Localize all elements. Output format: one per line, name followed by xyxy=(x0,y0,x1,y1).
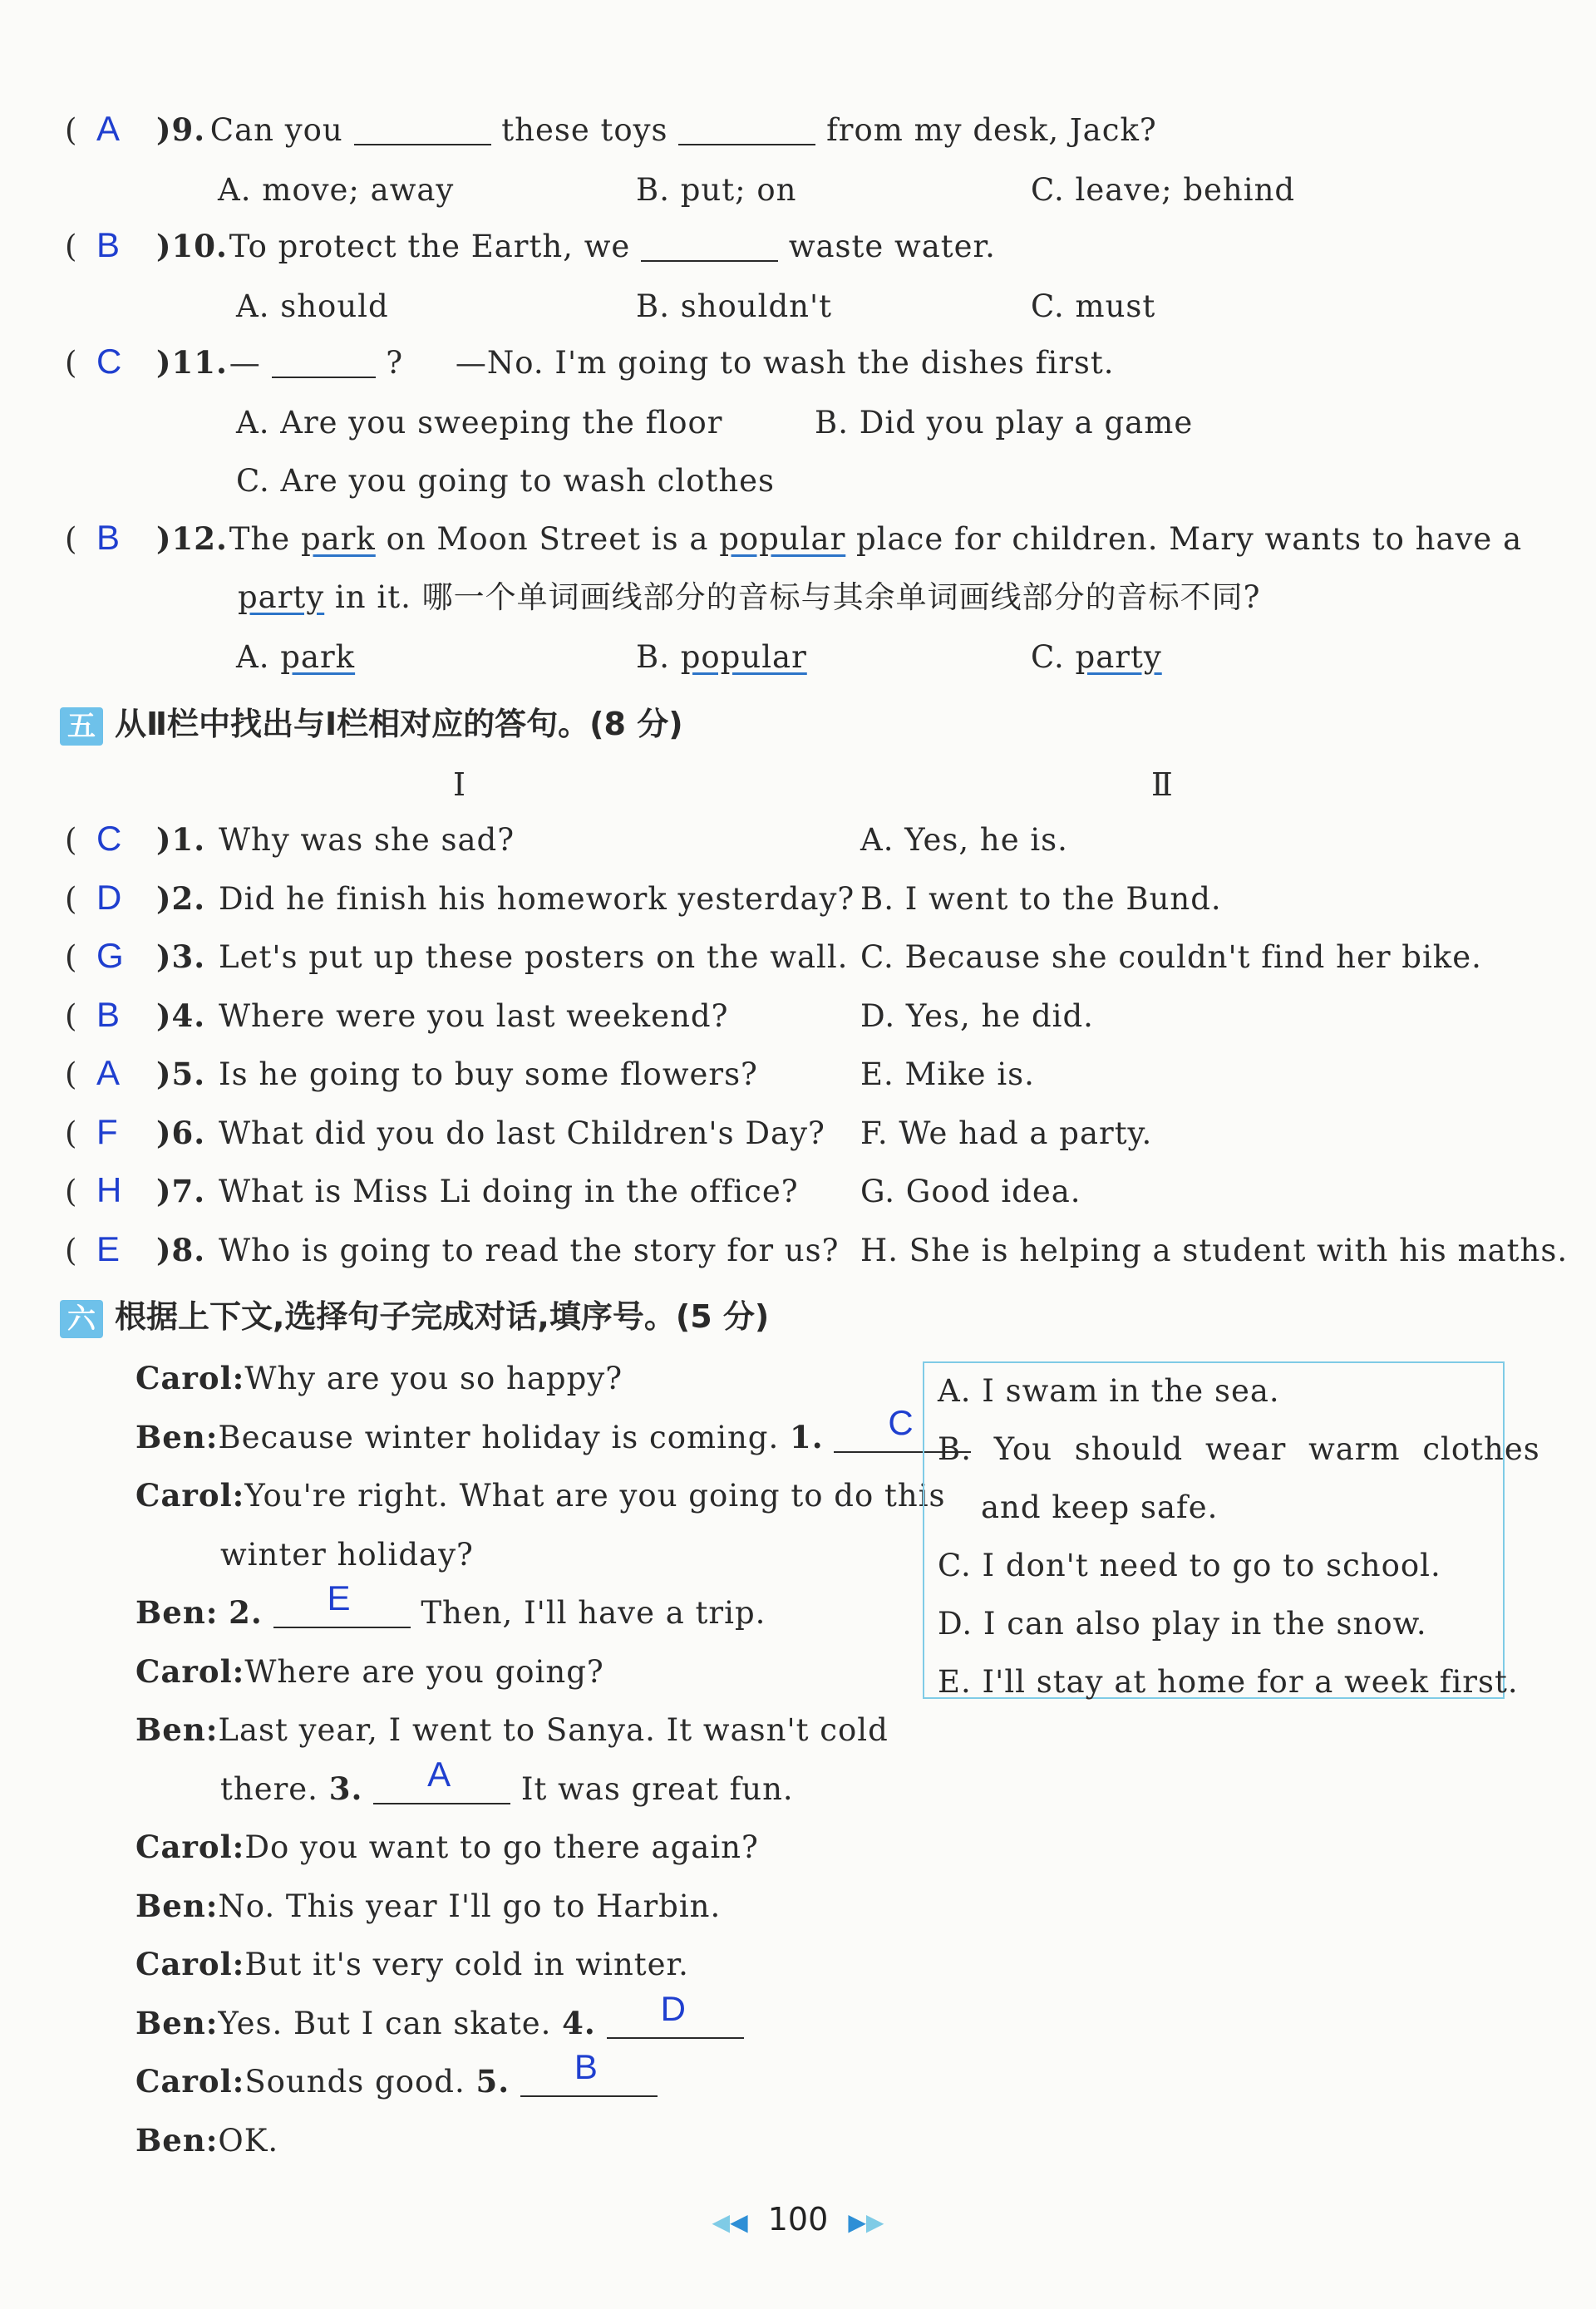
dialog-text: Where are you going? xyxy=(244,1653,604,1690)
answer-paren: ( C )11. xyxy=(65,342,228,381)
section-badge: 六 xyxy=(60,1300,103,1338)
response-option: D. Yes, he did. xyxy=(860,997,1094,1034)
underlined-word: park xyxy=(300,521,376,557)
section-title: 根据上下文,选择句子完成对话,填序号。(5 分) xyxy=(115,1298,770,1335)
question-number: )6. xyxy=(156,1114,206,1151)
question-text: To protect the Earth, we xyxy=(229,229,631,264)
answer-paren: ( D )2. xyxy=(65,877,206,917)
response-option: G. Good idea. xyxy=(860,1174,1081,1209)
question-number: )3. xyxy=(156,938,206,975)
question-text: these toys xyxy=(501,112,668,148)
question-text: What is Miss Li doing in the office? xyxy=(219,1174,799,1209)
matching-row xyxy=(65,1170,799,1209)
answer-letter: B xyxy=(96,994,121,1034)
answer-letter: B xyxy=(574,2047,598,2086)
underlined-word: popular xyxy=(719,521,846,557)
answer-paren: ( B )12. xyxy=(65,518,228,557)
answer-blank[interactable] xyxy=(641,237,778,262)
dialog-line xyxy=(135,1946,689,1982)
dialog-line xyxy=(135,1477,946,1514)
matching-row xyxy=(65,994,729,1034)
answer-letter: A xyxy=(96,1053,121,1092)
page-number: 100 xyxy=(767,2201,829,2238)
answer-letter: F xyxy=(96,1111,119,1151)
matching-row xyxy=(65,1053,758,1092)
answer-paren: ( F )6. xyxy=(65,1111,206,1151)
section-6-header xyxy=(60,1291,769,1338)
answer-paren: ( G )3. xyxy=(65,936,206,975)
options-box xyxy=(923,1361,1540,1700)
response-option: C. Because she couldn't find her bike. xyxy=(860,939,1482,975)
speaker-name: Carol: xyxy=(135,1477,245,1514)
answer-letter: D xyxy=(660,1988,687,2028)
option-item: B. You should wear warm clothes xyxy=(938,1431,1540,1467)
speaker-name: Carol: xyxy=(135,1360,245,1396)
question-10 xyxy=(65,225,996,264)
question-number: )7. xyxy=(156,1173,206,1209)
dialog-text: But it's very cold in winter. xyxy=(244,1947,689,1982)
dialog-text: Yes. But I can skate. xyxy=(218,2005,552,2041)
question-number: )9. xyxy=(156,111,206,148)
option-c: C. must xyxy=(1031,288,1156,324)
speaker-name: Ben: xyxy=(135,2121,219,2159)
dialog-line xyxy=(135,1578,766,1631)
answer-letter: A xyxy=(427,1754,452,1794)
option-item: A. I swam in the sea. xyxy=(938,1373,1280,1409)
answer-letter: A xyxy=(96,109,121,148)
dialog-text: It was great fun. xyxy=(520,1770,794,1807)
column-1-header: Ⅰ xyxy=(453,766,466,803)
answer-blank[interactable] xyxy=(354,121,491,145)
answer-paren: ( E )8. xyxy=(65,1228,206,1268)
option-item: and keep safe. xyxy=(981,1489,1219,1525)
underlined-word: party xyxy=(238,579,325,615)
option-b: B. Did you play a game xyxy=(815,405,1194,441)
question-text: Who is going to read the story for us? xyxy=(219,1232,840,1268)
next-arrow-icon[interactable]: ▶ xyxy=(865,2208,884,2236)
underlined-word: popular xyxy=(680,639,807,675)
dialog-line xyxy=(135,1402,971,1455)
dialog-line xyxy=(135,1711,889,1748)
dialog-text: Do you want to go there again? xyxy=(244,1829,759,1865)
matching-row xyxy=(65,1228,840,1268)
option-c: C. leave; behind xyxy=(1031,172,1296,208)
question-number: )11. xyxy=(156,344,228,381)
dialog-line xyxy=(135,1829,759,1865)
dialog-text: winter holiday? xyxy=(220,1536,474,1573)
answer-blank[interactable] xyxy=(678,121,815,145)
question-text: waste water. xyxy=(788,229,996,264)
question-text: ? xyxy=(386,345,404,381)
answer-paren: ( A )9. xyxy=(65,109,206,148)
speaker-name: Ben: xyxy=(135,1711,219,1748)
section-title: 从Ⅱ栏中找出与Ⅰ栏相对应的答句。(8 分) xyxy=(115,706,683,742)
question-text: in it. 哪一个单词画线部分的音标与其余单词画线部分的音标不同? xyxy=(334,579,1261,615)
answer-paren: ( H )7. xyxy=(65,1170,206,1209)
response-option: A. Yes, he is. xyxy=(860,822,1068,858)
matching-row xyxy=(65,877,855,917)
speaker-name: Carol: xyxy=(135,1946,245,1982)
answer-letter: B xyxy=(96,225,121,264)
answer-letter: D xyxy=(96,877,123,917)
matching-row xyxy=(65,936,849,975)
dialog-text: Because winter holiday is coming. xyxy=(218,1419,780,1455)
section-5-header xyxy=(60,698,683,746)
page-footer xyxy=(0,2201,1596,2238)
blank-number: 4. xyxy=(562,2004,596,2041)
answer-letter: E xyxy=(327,1578,352,1617)
option-a: A. move; away xyxy=(218,172,455,208)
answer-letter: C xyxy=(96,819,123,858)
section-badge: 五 xyxy=(60,707,103,746)
dialog-line xyxy=(220,1536,474,1573)
question-text: from my desk, Jack? xyxy=(826,112,1157,148)
blank-number: 3. xyxy=(328,1770,363,1807)
dialog-text: Sounds good. xyxy=(244,2064,466,2100)
next-arrow-icon[interactable]: ▶ xyxy=(848,2208,866,2236)
answer-letter: B xyxy=(96,518,121,557)
response-option: F. We had a party. xyxy=(860,1115,1153,1151)
column-2-header: Ⅱ xyxy=(1151,766,1173,803)
speaker-name: Carol: xyxy=(135,2063,245,2100)
dialog-line xyxy=(135,1887,722,1924)
option-item: E. I'll stay at home for a week first. xyxy=(938,1664,1519,1700)
option-b: B. put; on xyxy=(636,172,797,208)
question-number: )5. xyxy=(156,1056,206,1092)
speaker-name: Ben: xyxy=(135,2004,219,2041)
matching-row xyxy=(65,1111,825,1151)
dialog-line xyxy=(135,1988,744,2041)
prev-arrow-icon[interactable]: ◀ xyxy=(712,2208,731,2236)
question-number: )1. xyxy=(156,821,206,858)
question-number: )12. xyxy=(156,520,228,557)
option-b: B. shouldn't xyxy=(636,288,833,324)
speaker-name: Ben: xyxy=(135,1418,219,1455)
dialog-text: You're right. What are you going to do this xyxy=(244,1478,946,1514)
dialog-line xyxy=(135,2047,658,2100)
answer-letter: G xyxy=(96,936,125,975)
answer-paren: ( B )10. xyxy=(65,225,228,264)
dialog-text: Then, I'll have a trip. xyxy=(421,1595,766,1631)
dialog-line xyxy=(135,1360,623,1396)
option-item: C. I don't need to go to school. xyxy=(938,1548,1441,1583)
question-text: Did he finish his homework yesterday? xyxy=(219,880,855,917)
question-text: on Moon Street is a xyxy=(386,521,709,557)
question-number: )4. xyxy=(156,997,206,1034)
prev-arrow-icon[interactable]: ◀ xyxy=(730,2208,748,2236)
question-12-cont xyxy=(238,579,1261,615)
option-c: C. Are you going to wash clothes xyxy=(236,463,776,499)
question-number: )10. xyxy=(156,228,228,264)
underlined-word: park xyxy=(280,639,356,675)
dialog-line xyxy=(220,1754,794,1807)
option-a: A. park xyxy=(236,639,356,675)
blank-number: 5. xyxy=(475,2063,510,2100)
response-option: B. I went to the Bund. xyxy=(860,880,1222,917)
dialog-text: No. This year I'll go to Harbin. xyxy=(218,1888,722,1924)
answer-paren: ( A )5. xyxy=(65,1053,206,1092)
question-text: Where were you last weekend? xyxy=(219,997,729,1034)
answer-blank[interactable] xyxy=(272,353,376,378)
option-c: C. party xyxy=(1031,639,1162,675)
question-9 xyxy=(65,109,1157,148)
question-number: )8. xyxy=(156,1231,206,1268)
answer-letter: C xyxy=(96,342,123,381)
option-a: A. Are you sweeping the floor xyxy=(236,405,723,441)
question-text: Let's put up these posters on the wall. xyxy=(219,939,849,975)
question-text: Why was she sad? xyxy=(219,822,515,858)
question-12 xyxy=(65,518,1523,557)
question-text: Is he going to buy some flowers? xyxy=(219,1056,758,1092)
question-text: — xyxy=(229,345,261,381)
blank-number: 1. xyxy=(790,1418,824,1455)
question-text: place for children. Mary wants to have a xyxy=(856,521,1523,557)
response-option: H. She is helping a student with his maths. xyxy=(860,1232,1569,1268)
dialog-line xyxy=(135,1652,604,1690)
speaker-name: Carol: xyxy=(135,1652,245,1690)
answer-letter: H xyxy=(96,1170,123,1209)
question-text: Can you xyxy=(209,112,343,148)
dialog-line xyxy=(135,2121,279,2159)
dialog-text: Last year, I went to Sanya. It wasn't cold xyxy=(218,1712,889,1748)
matching-row xyxy=(65,819,515,858)
speaker-name: Ben: xyxy=(135,1887,219,1924)
speaker-name: Ben: xyxy=(135,1594,219,1631)
question-text: —No. I'm going to wash the dishes first. xyxy=(455,345,1115,381)
underlined-word: party xyxy=(1075,639,1162,675)
answer-paren: ( B )4. xyxy=(65,994,206,1034)
dialog-text: Why are you so happy? xyxy=(244,1361,623,1396)
question-text: What did you do last Children's Day? xyxy=(219,1115,825,1151)
question-11 xyxy=(65,342,1115,381)
option-b: B. popular xyxy=(636,639,807,675)
response-option: E. Mike is. xyxy=(860,1056,1035,1092)
answer-paren: ( C )1. xyxy=(65,819,206,858)
option-item: D. I can also play in the snow. xyxy=(938,1606,1427,1642)
dialog-text: OK. xyxy=(218,2122,279,2159)
question-number: )2. xyxy=(156,879,206,917)
option-a: A. should xyxy=(236,288,389,324)
dialog-text: there. xyxy=(220,1770,318,1807)
blank-number: 2. xyxy=(229,1594,263,1631)
answer-letter: C xyxy=(888,1402,914,1442)
question-text: The xyxy=(229,521,291,557)
speaker-name: Carol: xyxy=(135,1829,245,1865)
answer-letter: E xyxy=(96,1228,121,1268)
